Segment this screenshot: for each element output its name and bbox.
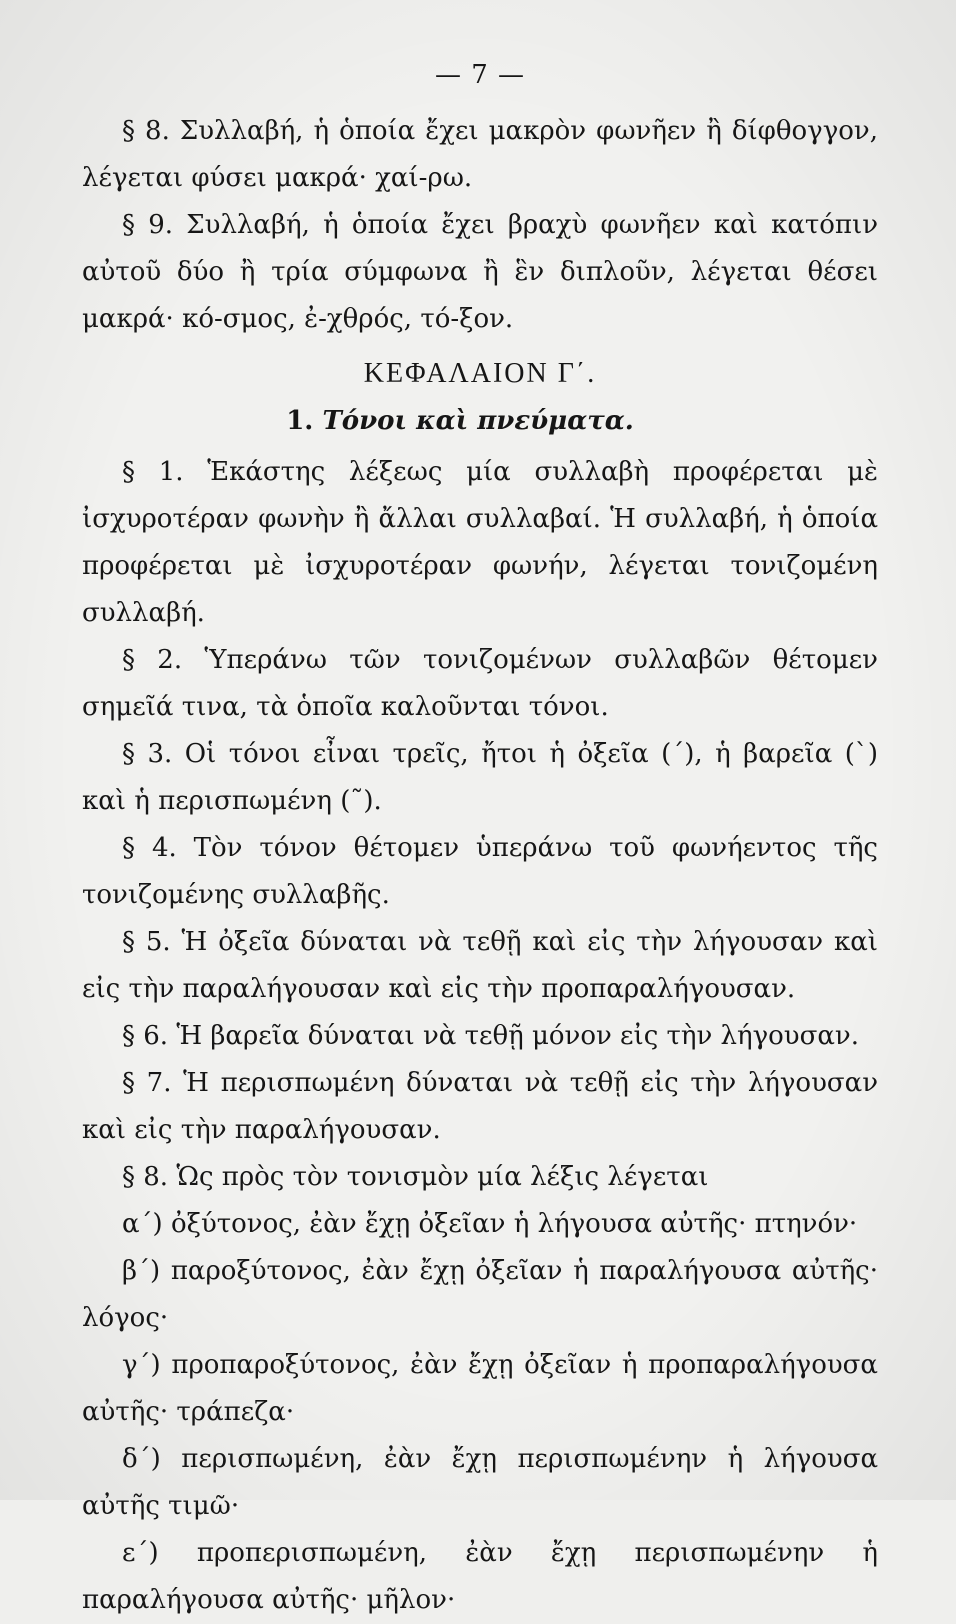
paragraph-8-long-syllable-by-nature: § 8. Συλλαβή, ἡ ὁποία ἔχει μακρὸν φωνῆεν ἢ δίφθογγον, λέγεται φύσει μακρά· χαί-ρω.: [82, 116, 878, 193]
paragraph-6: § 6. Ἡ βαρεῖα δύναται νὰ τεθῇ μόνον εἰς τὴν λήγουσαν.: [122, 1021, 859, 1051]
paragraph-4: § 4. Τὸν τόνον θέτομεν ὑπεράνω τοῦ φωνήεντος τῆς τονιζομένης συλλαβῆς.: [82, 833, 878, 910]
list-item-perispomenon: δ΄) περισπωμένη, ἐὰν ἔχῃ περισπωμένην ἡ λήγουσα αὐτῆς τιμῶ·: [82, 1444, 878, 1521]
list-item-properispomenon: ε΄) προπερισπωμένη, ἐὰν ἔχῃ περισπωμένην ἡ παραλήγουσα αὐτῆς· μῆλον·: [82, 1538, 878, 1615]
paragraph-9-long-syllable-by-position: § 9. Συλλαβή, ἡ ὁποία ἔχει βραχὺ φωνῆεν καὶ κατόπιν αὐτοῦ δύο ἢ τρία σύμφωνα ἢ ἓν διπλοῦν, λέγεται θέσει μακρά· κό-σμος, ἐ-χθρός, τό-ξον.: [82, 210, 878, 334]
paragraph-7: § 7. Ἡ περισπωμένη δύναται νὰ τεθῇ εἰς τὴν λήγουσαν καὶ εἰς τὴν παραλήγουσαν.: [82, 1068, 878, 1145]
section-number: 1.: [286, 406, 314, 436]
paragraph-2: § 2. Ὑπεράνω τῶν τονιζομένων συλλαβῶν θέτομεν σημεῖά τινα, τὰ ὁποῖα καλοῦνται τόνοι.: [82, 645, 878, 722]
paragraph-5: § 5. Ἡ ὀξεῖα δύναται νὰ τεθῇ καὶ εἰς τὴν λήγουσαν καὶ εἰς τὴν παραλήγουσαν καὶ εἰς τὴν προπαραλήγουσαν.: [82, 927, 878, 1004]
paragraph-1: § 1. Ἑκάστης λέξεως μία συλλαβὴ προφέρεται μὲ ἰσχυροτέραν φωνὴν ἢ ἄλλαι συλλαβαί. Ἡ συλλαβή, ἡ ὁποία προφέρεται μὲ ἰσχυροτέραν φωνήν, λέγεται τονιζομένη συλλαβή.: [82, 457, 878, 628]
page-number: — 7 —: [434, 60, 526, 90]
paragraph-3: § 3. Οἱ τόνοι εἶναι τρεῖς, ἤτοι ἡ ὀξεῖα (΄), ἡ βαρεῖα (`) καὶ ἡ περισπωμένη (῀).: [82, 739, 878, 816]
list-item-proparoxytone: γ΄) προπαροξύτονος, ἐὰν ἔχῃ ὀξεῖαν ἡ προπαραλήγουσα αὐτῆς· τράπεζα·: [82, 1350, 878, 1427]
chapter-heading: ΚΕΦΑΛΑΙΟΝ Γ΄.: [363, 358, 597, 389]
paragraph-8-accent-classes: § 8. Ὡς πρὸς τὸν τονισμὸν μία λέξις λέγεται: [122, 1162, 709, 1192]
list-item-oxytone: α΄) ὀξύτονος, ἐὰν ἔχῃ ὀξεῖαν ἡ λήγουσα αὐτῆς· πτηνόν·: [122, 1209, 858, 1239]
section-heading: [42, 399, 878, 443]
section-title: Τόνοι καὶ πνεύματα.: [322, 406, 634, 436]
list-item-paroxytone: β΄) παροξύτονος, ἐὰν ἔχῃ ὀξεῖαν ἡ παραλήγουσα αὐτῆς· λόγος·: [82, 1256, 878, 1333]
